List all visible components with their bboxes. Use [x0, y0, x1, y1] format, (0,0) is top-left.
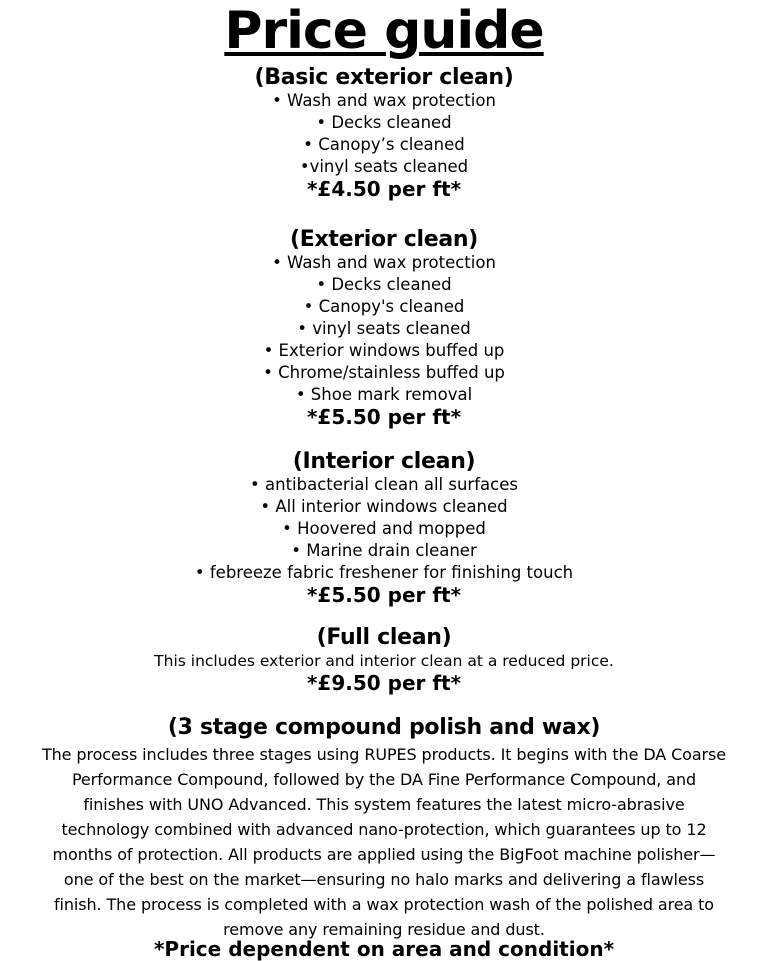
section-full-clean: [0, 626, 768, 694]
list-item: • vinyl seats cleaned: [297, 319, 471, 338]
spacer: [0, 200, 768, 228]
list-item: • Marine drain cleaner: [291, 541, 477, 560]
section-heading: (Basic exterior clean): [254, 65, 514, 90]
section-compound-polish: [0, 714, 768, 960]
list-item: • Hoovered and mopped: [282, 519, 486, 538]
list-item: • Exterior windows buffed up: [263, 341, 505, 360]
list-item: • Decks cleaned: [316, 275, 452, 294]
section-description: This includes exterior and interior clean at a reduced price.: [154, 652, 614, 670]
section-basic-exterior-clean: [0, 66, 768, 200]
list-item: •vinyl seats cleaned: [299, 157, 469, 176]
spacer: [0, 694, 768, 714]
section-price: *£9.50 per ft*: [306, 671, 462, 695]
description-line: The process includes three stages using RUPES products. It begins with the DA Coarse: [41, 745, 727, 764]
page-title: Price guide: [224, 1, 544, 61]
description-line: finishes with UNO Advanced. This system features the latest micro-abrasive: [83, 795, 685, 814]
description-line: one of the best on the market—ensuring no halo marks and delivering a flawless: [63, 870, 705, 889]
description-line: remove any remaining residue and dust.: [223, 920, 545, 939]
description-line: Performance Compound, followed by the DA Fine Performance Compound, and: [71, 770, 697, 789]
description-line: finish. The process is completed with a wax protection wash of the polished area to: [54, 895, 714, 914]
section-interior-clean: [0, 450, 768, 606]
section-price: *£5.50 per ft*: [306, 583, 462, 607]
section-heading: (Interior clean): [292, 449, 476, 474]
list-item: • Wash and wax protection: [272, 91, 496, 110]
section-heading: (Full clean): [316, 625, 452, 650]
list-item: • All interior windows cleaned: [260, 497, 508, 516]
list-item: • Wash and wax protection: [272, 253, 496, 272]
section-exterior-clean: [0, 228, 768, 428]
polish-description: [0, 742, 768, 942]
section-price: *£5.50 per ft*: [306, 405, 462, 429]
section-heading: (Exterior clean): [290, 227, 478, 252]
list-item: • Canopy’s cleaned: [303, 135, 465, 154]
description-line: months of protection. All products are applied using the BigFoot machine polisher—: [52, 845, 716, 864]
list-item: • Chrome/stainless buffed up: [263, 363, 505, 382]
spacer: [0, 428, 768, 450]
list-item: • Canopy's cleaned: [303, 297, 465, 316]
price-note: *Price dependent on area and condition*: [153, 937, 615, 961]
section-heading: (3 stage compound polish and wax): [167, 715, 601, 740]
list-item: • Shoe mark removal: [295, 385, 473, 404]
description-line: technology combined with advanced nano-protection, which guarantees up to 12: [61, 820, 707, 839]
section-price: *£4.50 per ft*: [306, 177, 462, 201]
list-item: • febreeze fabric freshener for finishing touch: [194, 563, 574, 582]
spacer: [0, 606, 768, 626]
list-item: • Decks cleaned: [316, 113, 452, 132]
list-item: • antibacterial clean all surfaces: [250, 475, 518, 494]
